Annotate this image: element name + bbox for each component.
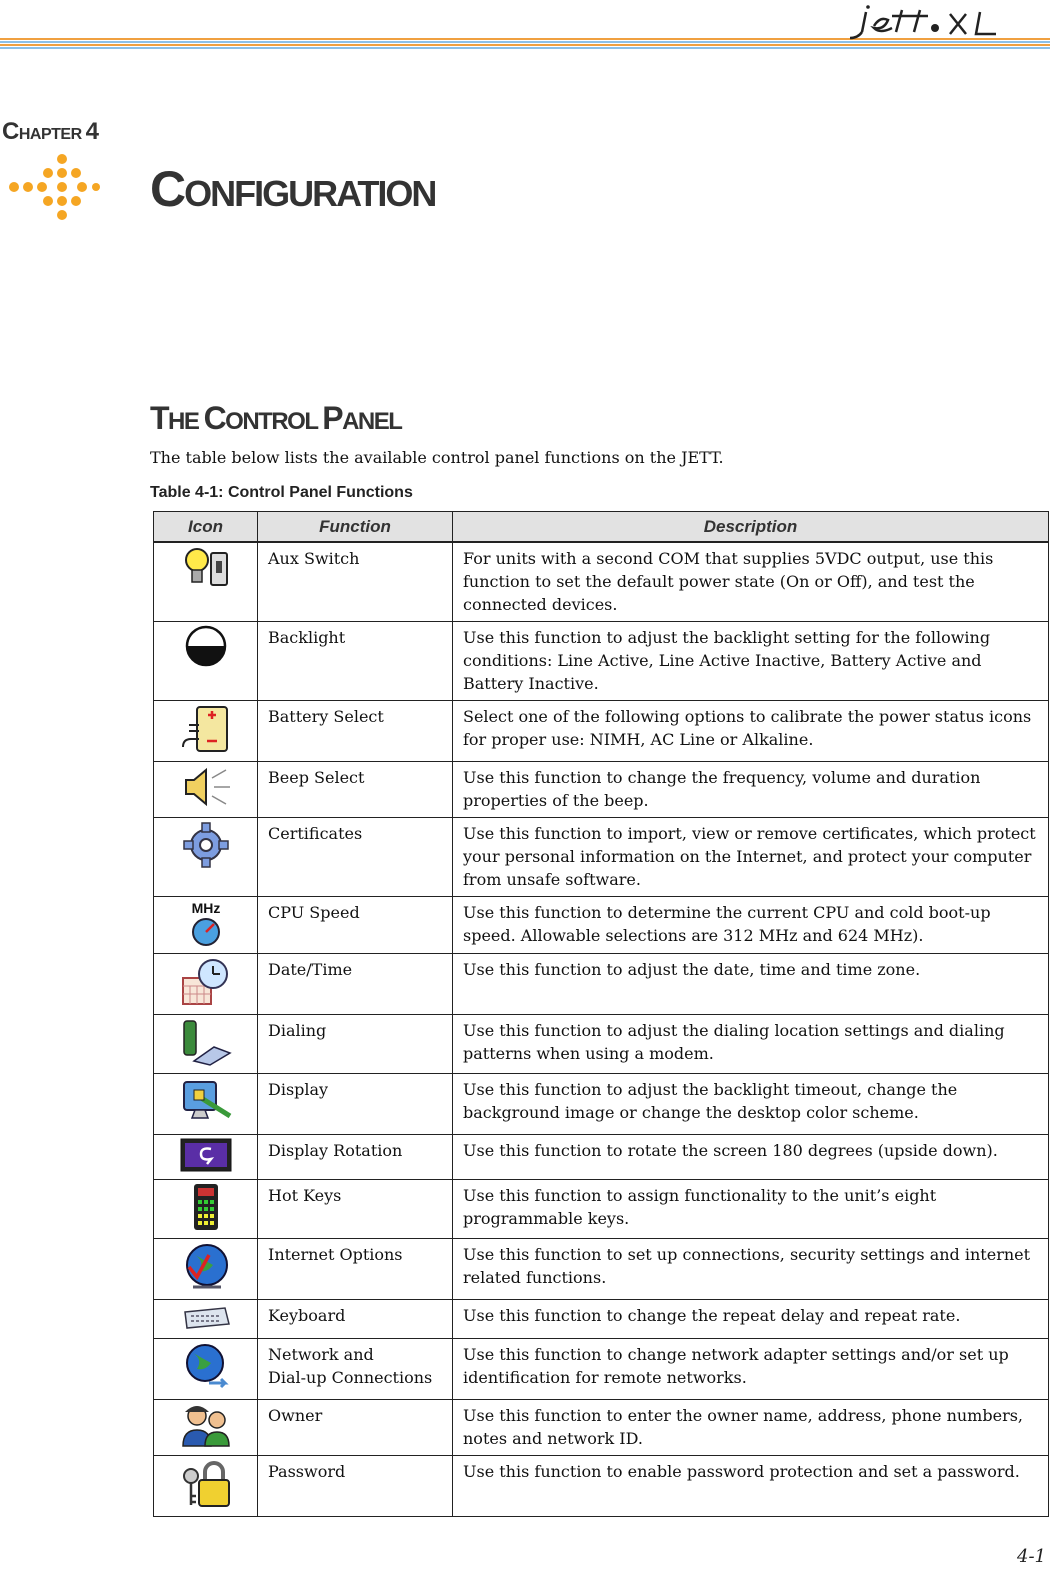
function-cell (258, 1339, 453, 1400)
description-cell: Use this function to determine the current CPU and cold boot-up speed. Allowable selections are 312 MHz and 624 MHz). (453, 897, 1049, 954)
table-row (154, 1015, 1049, 1074)
function-line: Network and (268, 1345, 374, 1364)
cpu-speed-gauge-icon (181, 899, 231, 947)
table-row (154, 954, 1049, 1015)
table-row (154, 1300, 1049, 1339)
globe-check-icon (179, 1241, 233, 1293)
table-row (154, 1074, 1049, 1135)
function-cell: Backlight (258, 622, 453, 701)
function-cell: Aux Switch (258, 542, 453, 622)
description-cell: Use this function to enable password protection and set a password. (453, 1456, 1049, 1517)
padlock-keys-icon (179, 1458, 233, 1510)
function-cell: Beep Select (258, 762, 453, 818)
table-row (154, 1339, 1049, 1400)
monitor-brush-icon (178, 1076, 234, 1128)
table-row (154, 622, 1049, 701)
table-row (154, 1135, 1049, 1180)
keyboard-icon (179, 1302, 233, 1332)
function-line: Dial-up Connections (268, 1368, 433, 1387)
table-header-row (154, 512, 1049, 543)
description-cell: Use this function to change the repeat delay and repeat rate. (453, 1300, 1049, 1339)
function-cell: Dialing (258, 1015, 453, 1074)
keypad-icon (191, 1182, 221, 1232)
header-function: Function (258, 512, 453, 543)
function-cell: Certificates (258, 818, 453, 897)
battery-icon (179, 703, 233, 755)
function-cell: Internet Options (258, 1239, 453, 1300)
screen-rotate-icon (179, 1137, 233, 1173)
calendar-clock-icon (179, 956, 233, 1008)
table-row (154, 762, 1049, 818)
function-cell: Hot Keys (258, 1180, 453, 1239)
table-row (154, 818, 1049, 897)
page-number: 4-1 (1017, 1546, 1046, 1567)
description-cell: For units with a second COM that supplies 5VDC output, use this function to set the default power state (On or Off), and test the connected devices. (453, 542, 1049, 622)
table-row (154, 1239, 1049, 1300)
chapter-dots-decoration (8, 152, 100, 228)
table-caption: Table 4-1: Control Panel Functions (150, 484, 413, 501)
function-cell: Display Rotation (258, 1135, 453, 1180)
mhz-label: MHz (191, 900, 220, 916)
table-row (154, 1456, 1049, 1517)
jett-xl-logo (840, 2, 1030, 42)
function-cell: CPU Speed (258, 897, 453, 954)
description-cell: Use this function to adjust the backlight timeout, change the background image or change the desktop color scheme. (453, 1074, 1049, 1135)
phone-modem-icon (178, 1017, 234, 1067)
backlight-icon (183, 624, 229, 668)
description-cell: Use this function to change network adapter settings and/or set up identification for remote networks. (453, 1339, 1049, 1400)
chapter-title: CONFIGURATION (150, 161, 436, 217)
section-title: THE CONTROL PANEL (150, 400, 402, 436)
description-cell: Use this function to enter the owner name, address, phone numbers, notes and network ID. (453, 1400, 1049, 1456)
description-cell: Use this function to change the frequency, volume and duration properties of the beep. (453, 762, 1049, 818)
header-description: Description (453, 512, 1049, 543)
function-cell: Date/Time (258, 954, 453, 1015)
description-cell: Use this function to adjust the date, time and time zone. (453, 954, 1049, 1015)
function-cell: Display (258, 1074, 453, 1135)
description-cell: Use this function to rotate the screen 180 degrees (upside down). (453, 1135, 1049, 1180)
description-cell: Select one of the following options to calibrate the power status icons for proper use: NIMH, AC Line or Alkaline. (453, 701, 1049, 762)
description-cell: Use this function to adjust the backlight setting for the following conditions: Line Active, Line Active Inactive, Battery Active and Battery Inactive. (453, 622, 1049, 701)
function-cell: Password (258, 1456, 453, 1517)
table-row (154, 1400, 1049, 1456)
speaker-icon (180, 764, 232, 810)
description-cell: Use this function to import, view or remove certificates, which protect your personal information on the Internet, and protect your computer from unsafe software. (453, 818, 1049, 897)
network-globe-icon (179, 1341, 233, 1393)
function-cell: Owner (258, 1400, 453, 1456)
table-row (154, 897, 1049, 954)
function-cell: Keyboard (258, 1300, 453, 1339)
aux-switch-icon (181, 545, 231, 589)
description-cell: Use this function to set up connections, security settings and internet related functions. (453, 1239, 1049, 1300)
chapter-label: CHAPTER 4 (2, 118, 99, 145)
description-cell: Use this function to assign functionality to the unit’s eight programmable keys. (453, 1180, 1049, 1239)
function-cell: Battery Select (258, 701, 453, 762)
table-row (154, 542, 1049, 622)
intro-paragraph: The table below lists the available control panel functions on the JETT. (150, 448, 724, 467)
table-row (154, 1180, 1049, 1239)
description-cell: Use this function to adjust the dialing location settings and dialing patterns when using a modem. (453, 1015, 1049, 1074)
certificate-gear-icon (182, 820, 230, 870)
control-panel-table (153, 511, 1049, 1517)
users-icon (179, 1402, 233, 1448)
header-icon: Icon (154, 512, 258, 543)
table-row (154, 701, 1049, 762)
